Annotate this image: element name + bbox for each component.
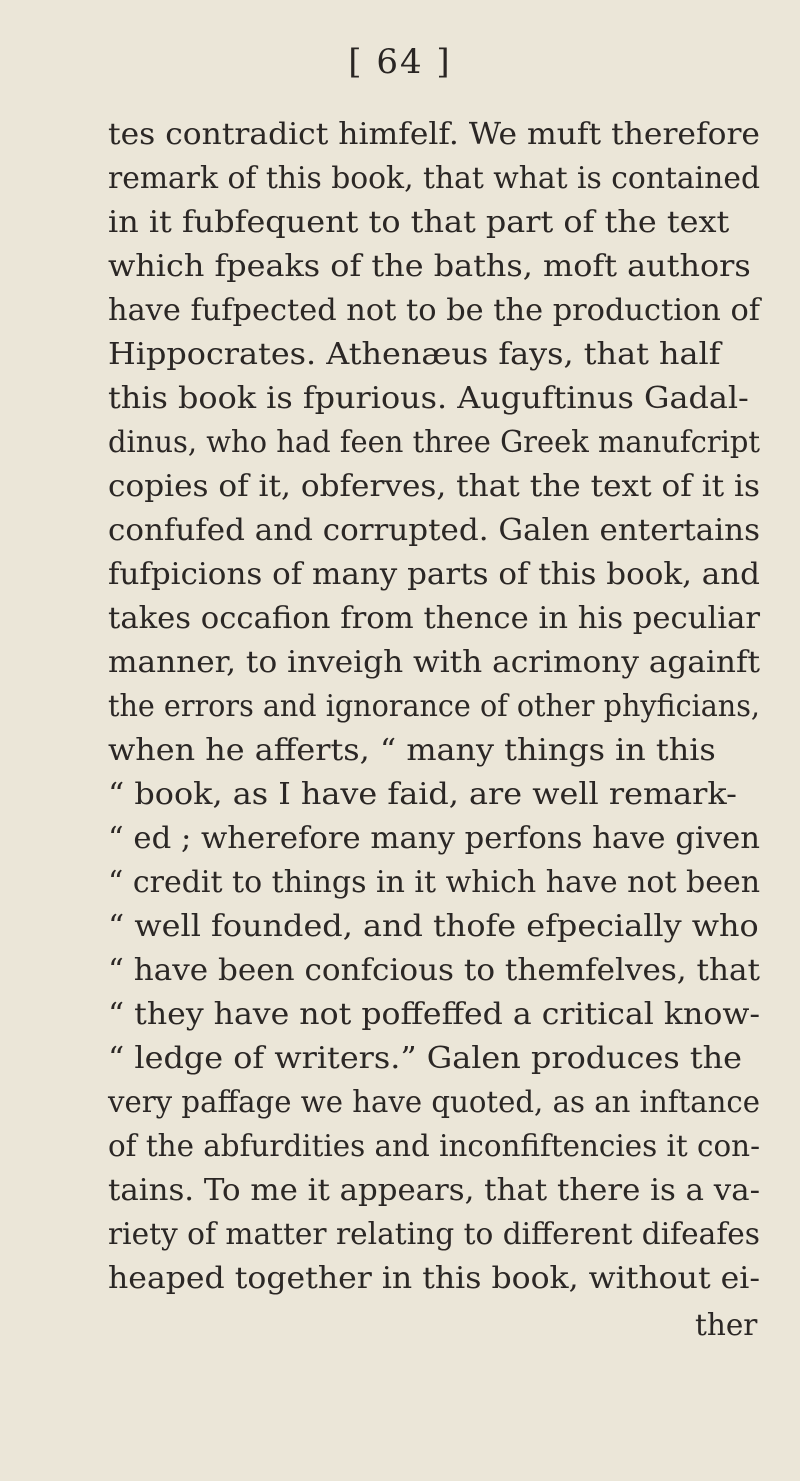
text-line: in it fubfequent to that part of the text	[108, 205, 730, 239]
text-line: which fpeaks of the baths, moft authors	[108, 249, 751, 283]
text-line: manner, to inveigh with acrimony againft	[108, 645, 760, 679]
text-line: tains. To me it appears, that there is a va-	[108, 1173, 760, 1207]
text-line: of the abfurdities and inconfiftencies it con-	[108, 1129, 760, 1163]
catchword: ther	[695, 1308, 758, 1342]
text-line: takes occafion from thence in his peculiar	[108, 601, 760, 635]
text-line: “ credit to things in it which have not been	[108, 865, 760, 899]
text-line: confufed and corrupted. Galen entertains	[108, 513, 760, 547]
text-line: riety of matter relating to different difeafes	[108, 1217, 760, 1251]
text-line: have fufpected not to be the production of	[108, 293, 760, 327]
text-line: tes contradict himfelf. We muft therefore	[108, 117, 760, 151]
text-line: the errors and ignorance of other phyficians,	[108, 689, 760, 723]
page-number: [ 64 ]	[348, 42, 452, 82]
text-line: “ ed ; wherefore many perfons have given	[108, 821, 760, 855]
text-line: this book is fpurious. Auguftinus Gadal-	[108, 381, 749, 415]
text-line: fufpicions of many parts of this book, and	[108, 557, 760, 591]
text-line: “ they have not poffeffed a critical know-	[108, 997, 760, 1031]
text-line: copies of it, obferves, that the text of it is	[108, 469, 760, 503]
text-line: Hippocrates. Athenæus fays, that half	[108, 337, 721, 371]
text-line: when he afferts, “ many things in this	[108, 733, 716, 767]
text-line: “ book, as I have faid, are well remark-	[108, 777, 737, 811]
text-line: very paffage we have quoted, as an inftance	[108, 1085, 760, 1119]
text-line: “ have been confcious to themfelves, that	[108, 953, 760, 987]
text-line: heaped together in this book, without ei-	[108, 1261, 760, 1295]
text-line: remark of this book, that what is contained	[108, 161, 761, 195]
text-line: “ ledge of writers.” Galen produces the	[108, 1041, 743, 1075]
text-line: “ well founded, and thofe efpecially who	[108, 909, 759, 943]
text-line: dinus, who had feen three Greek manufcript	[108, 425, 760, 459]
